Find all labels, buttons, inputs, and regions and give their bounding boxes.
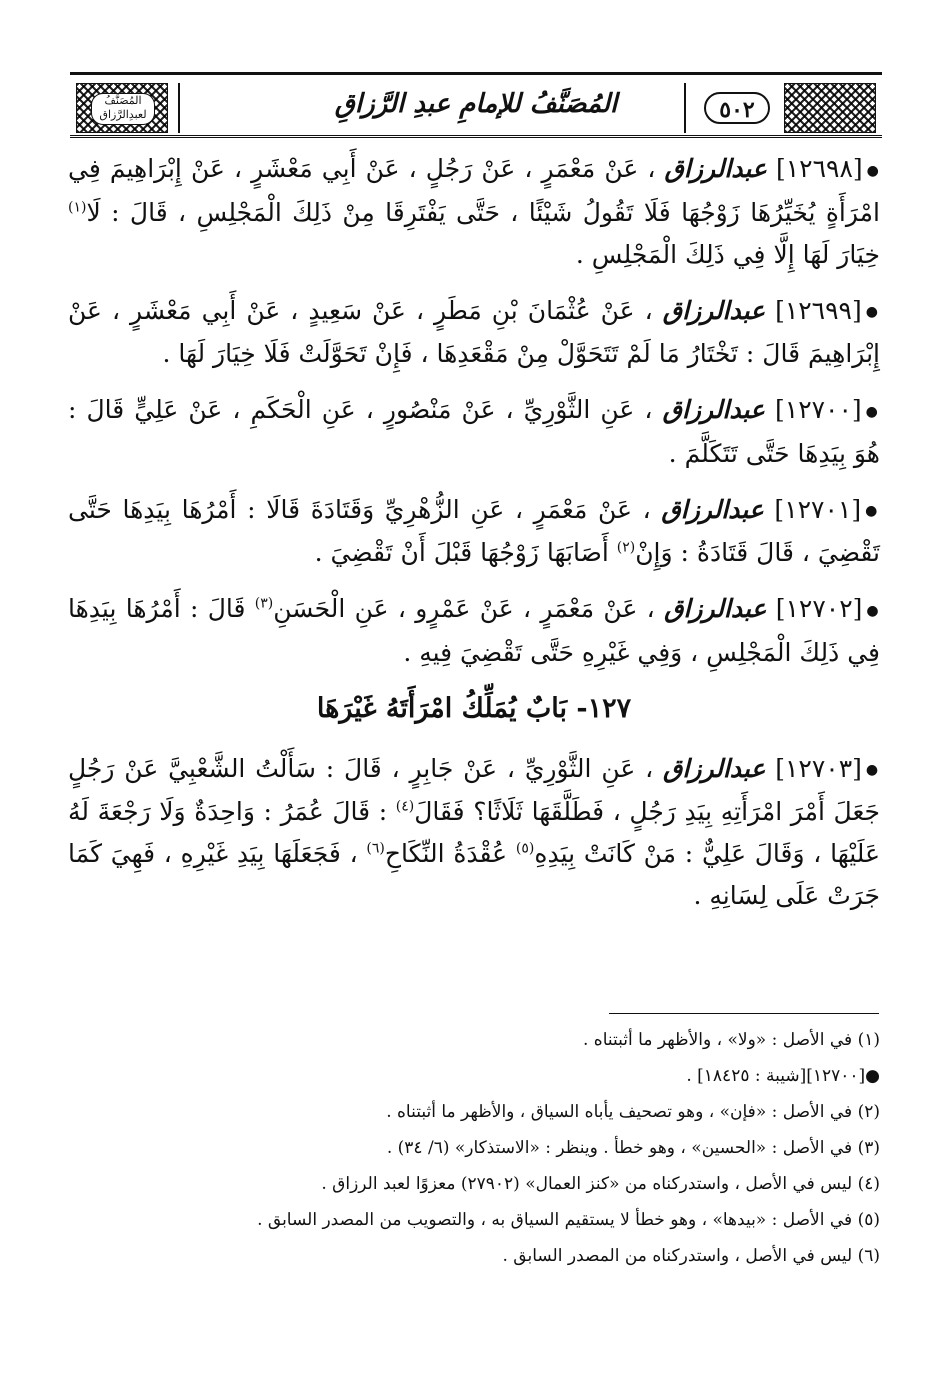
hadith-number: [١٢٧٠١]: [774, 494, 862, 524]
footnote: (٦) ليس في الأصل ، واستدركناه من المصدر السابق .: [502, 1246, 880, 1266]
hadith-number: [١٢٦٩٩]: [775, 295, 862, 325]
footnote-separator: [609, 1013, 879, 1014]
narrator-name: عبدالرزاق: [662, 295, 766, 325]
footnote-ref: (١): [68, 199, 87, 216]
ornament-plate: [91, 93, 155, 125]
header-ornament-right: [784, 83, 876, 133]
ornament-line-2: لعبدِالرَّزاق: [99, 108, 147, 121]
hadith-entry: [68, 148, 880, 276]
hadith-text: ، عَنِ الثَّوْرِيِّ ، عَنْ مَنْصُورٍ ، عَنِ الْحَكَمِ ، عَنْ عَلِيٍّ قَالَ : هُوَ بِيَدِهَا حَتَّى تَتَكَلَّمَ .: [68, 395, 880, 468]
hadith-entry: [68, 588, 880, 674]
footnote-ref: (٣): [254, 595, 274, 612]
footnote-ref: (٤): [395, 798, 415, 815]
footnote: (٥) في الأصل : «بيدها» ، وهو خطأ لا يستقيم السياق به ، والتصويب من المصدر السابق .: [257, 1210, 880, 1230]
hadith-number: [١٢٧٠٠]: [775, 395, 862, 424]
footnotes: [68, 1024, 880, 1276]
header-divider: [178, 83, 180, 133]
footnote: ●[١٢٧٠٠][شيبة : ١٨٤٢٥] .: [686, 1066, 880, 1086]
hadith-text: ، عَنْ مَعْمَرٍ ، عَنْ عَمْرٍو ، عَنِ الْحَسَنِ: [273, 594, 655, 623]
page-header: [70, 72, 882, 138]
narrator-name: عبدالرزاق: [664, 594, 767, 623]
hadith-text: عُقْدَةُ النِّكَاحِ: [384, 839, 508, 868]
footnote: (١) في الأصل : «ولا» ، والأظهر ما أثبتناه .: [583, 1030, 880, 1050]
page-number: ٥٠٢: [704, 92, 770, 124]
chapter-heading: ١٢٧- بَابٌ يُمَلِّكُ امْرَأَتَهُ غَيْرَهَا: [316, 692, 632, 724]
footnote: (٢) في الأصل : «فإن» ، وهو تصحيف يأباه السياق ، والأظهر ما أثبتناه .: [386, 1102, 880, 1122]
bullet-icon: ●: [865, 304, 881, 320]
narrator-name: عبدالرزاق: [664, 154, 767, 183]
hadith-text: ، فَجَعَلَهَا بِيَدِ غَيْرِهِ ، فَهِيَ كَمَا جَرَتْ عَلَى لِسَانِهِ .: [68, 839, 880, 910]
narrator-name: عبدالرزاق: [661, 494, 764, 524]
hadith-entry: [68, 748, 880, 918]
ornament-line-1: المُصَنَّفُ: [104, 94, 142, 107]
hadith-text: ، عَنْ مَعْمَرٍ ، عَنِ الزُّهْرِيِّ وَقَتَادَةَ قَالَا : أَمْرُهَا بِيَدِهَا حَتَّى تَقْضِيَ ، قَالَ قَتَادَةُ : وَإِنْ: [68, 494, 880, 567]
narrator-name: عبدالرزاق: [662, 395, 765, 424]
footnote-ref: (٢): [616, 539, 636, 556]
bullet-icon: ●: [865, 403, 881, 420]
bullet-icon: ●: [865, 503, 881, 519]
footnote: (٣) في الأصل : «الحسين» ، وهو خطأ . وينظر : «الاستذكار» (٦/ ٣٤) .: [386, 1138, 880, 1158]
hadith-text: ، عَنْ مَعْمَرٍ ، عَنْ رَجُلٍ ، عَنْ أَبِي مَعْشَرٍ ، عَنْ إِبْرَاهِيمَ فِي امْرَأَةٍ يُخَيِّرُهَا زَوْجُهَا فَلَا تَقُولُ شَيْئًا ، حَتَّى يَفْتَرِقَا مِنْ ذَلِكَ الْمَجْلِسِ ، قَالَ : لَا: [68, 154, 880, 227]
hadith-text: خِيَارَ لَهَا إِلَّا فِي ذَلِكَ الْمَجْلِسِ .: [575, 239, 880, 269]
header-divider: [684, 83, 686, 133]
narrator-name: عبدالرزاق: [663, 753, 766, 783]
footnote-ref: (٦): [366, 840, 385, 857]
main-text: [68, 148, 880, 931]
hadith-number: [١٢٧٠٣]: [775, 753, 862, 783]
header-ornament-left: [76, 83, 168, 133]
hadith-text: : قَالَ عُمَرُ : وَاحِدَةٌ وَلَا رَجْعَةَ لَهُ عَلَيْهَا ، وَقَالَ عَلِيٌّ : مَنْ كَانَتْ بِيَدِهِ: [68, 797, 880, 868]
hadith-number: [١٢٧٠٢]: [775, 594, 863, 623]
hadith-text: قَالَ : أَمْرُهَا بِيَدِهَا فِي ذَلِكَ الْمَجْلِسِ ، وَفِي غَيْرِهِ حَتَّى تَقْضِيَ فِيهِ .: [68, 594, 880, 667]
header-title: المُصَنَّفُ للإمامِ عبدِ الرَّزاقِ: [334, 89, 618, 119]
bullet-icon: ●: [866, 602, 880, 619]
hadith-text: ، عَنِ الثَّوْرِيِّ ، عَنْ جَابِرٍ ، قَالَ : سَأَلْتُ الشَّعْبِيَّ عَنْ رَجُلٍ جَعَلَ أَمْرَ امْرَأَتِهِ بِيَدِ رَجُلٍ ، فَطَلَّقَهَا ثَلَاثًا؟ فَقَالَ: [68, 753, 880, 826]
footnote: (٤) ليس في الأصل ، واستدركناه من «كنز العمال» (٢٧٩٠٢) معزوًا لعبد الرزاق .: [321, 1174, 880, 1194]
hadith-number: [١٢٦٩٨]: [775, 154, 863, 183]
hadith-entry: [68, 489, 880, 575]
bullet-icon: ●: [865, 762, 881, 778]
hadith-text: أَصَابَهَا زَوْجُهَا قَبْلَ أَنْ تَقْضِيَ .: [314, 538, 609, 567]
hadith-entry: [68, 389, 880, 475]
bullet-icon: ●: [866, 162, 881, 179]
hadith-entry: [68, 290, 880, 376]
hadith-text: ، عَنْ عُثْمَانَ بْنِ مَطَرٍ ، عَنْ سَعِيدٍ ، عَنْ أَبِي مَعْشَرٍ ، عَنْ إِبْرَاهِيمَ قَالَ : تَخْتَارُ مَا لَمْ تَتَحَوَّلْ مِنْ مَقْعَدِهَا ، فَإِنْ تَحَوَّلَتْ فَلَا خِيَارَ لَهَا .: [68, 295, 880, 368]
footnote-ref: (٥): [515, 840, 535, 857]
